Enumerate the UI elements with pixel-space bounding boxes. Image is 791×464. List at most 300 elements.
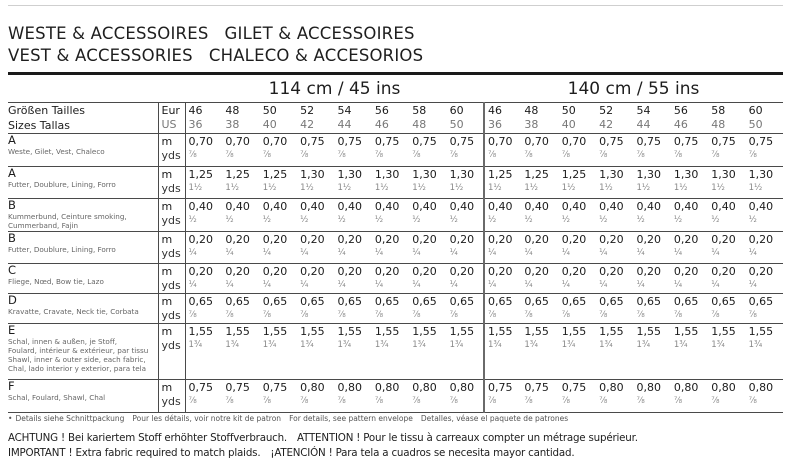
yards-value: ½ — [300, 215, 309, 225]
yards-value: ¼ — [449, 280, 458, 290]
fabric-width-114: 114 cm / 45 ins — [268, 79, 401, 99]
meters-value: 1,30 — [337, 168, 362, 181]
meters-value: 0,40 — [337, 200, 362, 213]
yards-value: ¼ — [412, 248, 421, 258]
piece-description: Kummerbund, Ceinture smoking, — [8, 212, 127, 221]
meters-value: 0,20 — [225, 265, 250, 278]
meters-value: 0,75 — [337, 135, 362, 148]
yards-value: 1½ — [673, 183, 688, 193]
meters-value: 0,20 — [374, 265, 400, 278]
piece-description: Fliege, Nœd, Bow tie, Lazo — [8, 277, 104, 286]
yardage-cell — [671, 199, 708, 232]
yards-value: 1½ — [300, 183, 314, 193]
meters-value: 0,20 — [748, 233, 774, 246]
yardage-cell — [372, 264, 409, 294]
yardage-cell — [521, 167, 558, 199]
size-cell — [746, 103, 783, 134]
yardage-cell — [559, 324, 596, 380]
meters-value: 0,40 — [225, 200, 250, 213]
yards-value: ⅞ — [449, 396, 458, 406]
yardage-cell — [335, 294, 372, 324]
note-en: For details, see pattern envelope — [289, 414, 413, 423]
yards-value: ¼ — [636, 248, 645, 258]
yardage-cell — [297, 294, 334, 324]
yards-value: ⅞ — [524, 310, 533, 320]
meters-value: 0,40 — [561, 200, 587, 213]
yardage-cell — [671, 324, 708, 380]
note-bullet: • — [8, 414, 13, 423]
yards-value: ⅞ — [412, 396, 421, 406]
meters-value: 0,65 — [524, 295, 549, 308]
yardage-cell — [222, 264, 259, 294]
yards-value: ½ — [449, 215, 458, 225]
yards-value: ⅞ — [188, 396, 197, 406]
meters-value: 0,40 — [748, 200, 774, 213]
meters-value: 0,65 — [188, 295, 213, 308]
meters-value: 1,55 — [262, 325, 288, 338]
meters-value: 0,70 — [561, 135, 587, 148]
eur-size: 60 — [449, 104, 464, 117]
yardage-cell — [409, 167, 446, 199]
size-cell — [521, 103, 558, 134]
yards-value: ¼ — [300, 280, 309, 290]
yardage-cell — [335, 324, 372, 380]
meters-value: 0,75 — [412, 135, 437, 148]
yardage-cell — [559, 294, 596, 324]
meters-value: 0,20 — [561, 265, 587, 278]
yardage-cell — [409, 232, 446, 264]
us-size: 42 — [599, 118, 614, 131]
meters-value: 0,40 — [488, 200, 513, 213]
yards-value: ⅞ — [449, 150, 458, 160]
yardage-cell — [484, 134, 521, 167]
yards-value: 1¾ — [412, 340, 426, 350]
yardage-cell — [708, 324, 745, 380]
us-size: 36 — [488, 118, 502, 131]
yards-value: 1½ — [599, 183, 613, 193]
piece-letter: E — [8, 323, 16, 337]
yards-value: ⅞ — [561, 396, 570, 406]
title-german: WESTE & ACCESSOIRES — [8, 24, 209, 43]
meters-value: 0,75 — [524, 381, 549, 394]
yardage-cell — [409, 264, 446, 294]
top-rule — [8, 5, 783, 6]
yardage-cell — [484, 199, 521, 232]
meters-value: 0,65 — [412, 295, 437, 308]
yardage-cell — [559, 167, 596, 199]
meters-value: 0,65 — [561, 295, 587, 308]
meters-value: 0,80 — [449, 381, 475, 394]
yardage-table-body — [8, 103, 783, 413]
meters-value: 0,80 — [337, 381, 362, 394]
meters-value: 0,75 — [262, 381, 288, 394]
yardage-cell — [222, 324, 259, 380]
yards-value: ⅞ — [711, 396, 720, 406]
note-fr: Pour les détails, voir notre kit de patron — [132, 414, 282, 423]
yardage-cell — [484, 264, 521, 294]
yards-value: ½ — [488, 215, 497, 225]
eur-size: 56 — [673, 104, 688, 117]
size-cell — [335, 103, 372, 134]
yards-value: ¼ — [488, 280, 497, 290]
piece-row — [8, 380, 783, 413]
meters-value: 1,25 — [524, 168, 549, 181]
yards-value: ½ — [337, 215, 346, 225]
yardage-cell — [634, 199, 671, 232]
size-cell — [671, 103, 708, 134]
piece-label-cell — [8, 232, 158, 264]
piece-description: Chal, lado interior y exterior, para tela — [8, 364, 147, 373]
meters-value: 0,80 — [374, 381, 400, 394]
yardage-cell — [260, 199, 297, 232]
meters-value: 0,80 — [673, 381, 699, 394]
yards-value: ⅞ — [300, 150, 309, 160]
yards-value: ⅞ — [673, 150, 683, 160]
us-size: 42 — [300, 118, 315, 131]
yards-value: ⅞ — [488, 150, 497, 160]
piece-row — [8, 134, 783, 167]
meters-value: 0,20 — [449, 233, 475, 246]
yardage-cell — [222, 199, 259, 232]
title-english: VEST & ACCESSORIES — [8, 46, 193, 65]
meters-value: 0,40 — [673, 200, 699, 213]
yards-value: 1½ — [225, 183, 240, 193]
yards-value: 1¾ — [374, 340, 389, 350]
size-cell — [297, 103, 334, 134]
unit-metric: m — [161, 233, 173, 246]
yards-value: 1¾ — [300, 340, 314, 350]
yardage-cell — [596, 167, 633, 199]
yards-value: ⅞ — [636, 150, 645, 160]
yards-value: ⅞ — [449, 310, 458, 320]
size-cell — [185, 103, 222, 134]
size-cell — [447, 103, 484, 134]
yardage-cell — [746, 324, 783, 380]
yardage-cell — [634, 264, 671, 294]
meters-value: 1,55 — [636, 325, 661, 338]
yardage-cell — [409, 380, 446, 413]
yardage-cell — [671, 232, 708, 264]
meters-value: 1,55 — [449, 325, 475, 338]
piece-label-cell — [8, 167, 158, 199]
yardage-cell — [559, 380, 596, 413]
yardage-cell — [372, 167, 409, 199]
piece-description: Kravatte, Cravate, Neck tie, Corbata — [8, 307, 139, 316]
yards-value: ¼ — [748, 280, 757, 290]
warning-fr: ATTENTION ! Pour le tissu à carreaux compter un métrage supérieur. — [297, 432, 638, 444]
yards-value: 1¾ — [524, 340, 539, 350]
yardage-cell — [634, 134, 671, 167]
us-size: 40 — [561, 118, 576, 131]
size-cell — [409, 103, 446, 134]
yardage-cell — [746, 294, 783, 324]
eur-size: 58 — [412, 104, 427, 117]
yards-value: ¼ — [262, 248, 271, 258]
yardage-cell — [297, 199, 334, 232]
yards-value: ¼ — [524, 280, 533, 290]
yardage-cell — [222, 167, 259, 199]
yards-value: ¼ — [449, 248, 458, 258]
us-size: 44 — [337, 118, 352, 131]
yards-value: ½ — [412, 215, 421, 225]
yards-value: 1½ — [449, 183, 464, 193]
yards-value: ¼ — [412, 280, 421, 290]
piece-label-cell — [8, 134, 158, 167]
yards-value: ½ — [599, 215, 608, 225]
yardage-cell — [708, 294, 745, 324]
meters-value: 0,80 — [711, 381, 736, 394]
meters-value: 0,40 — [711, 200, 736, 213]
yardage-cell — [596, 264, 633, 294]
yardage-cell — [708, 380, 745, 413]
piece-description: Shawl, inner & outer side, each fabric, — [8, 355, 146, 364]
meters-value: 0,20 — [524, 265, 549, 278]
meters-value: 0,75 — [374, 135, 400, 148]
note-es: Detalles, véase el paquete de patrones — [420, 414, 569, 423]
meters-value: 0,65 — [225, 295, 250, 308]
meters-value: 0,40 — [374, 200, 400, 213]
meters-value: 0,20 — [412, 233, 437, 246]
yards-value: ⅞ — [636, 396, 645, 406]
meters-value: 0,65 — [449, 295, 475, 308]
yardage-cell — [297, 232, 334, 264]
meters-value: 0,75 — [636, 135, 661, 148]
yards-value: 1½ — [262, 183, 277, 193]
yards-value: ⅞ — [711, 310, 720, 320]
meters-value: 0,70 — [262, 135, 288, 148]
us-size: 46 — [374, 118, 389, 131]
meters-value: 0,80 — [412, 381, 437, 394]
yardage-cell — [521, 232, 558, 264]
unit-cell — [158, 199, 185, 232]
meters-value: 0,20 — [300, 233, 325, 246]
yards-value: 1¾ — [488, 340, 502, 350]
meters-value: 0,80 — [748, 381, 774, 394]
yards-value: ½ — [262, 215, 271, 225]
yards-value: ¼ — [374, 280, 384, 290]
meters-value: 1,55 — [188, 325, 213, 338]
meters-value: 0,40 — [188, 200, 213, 213]
meters-value: 1,30 — [449, 168, 475, 181]
yards-value: ½ — [225, 215, 234, 225]
yards-value: ½ — [748, 215, 757, 225]
eur-size: 46 — [188, 104, 203, 117]
unit-cell — [158, 264, 185, 294]
yardage-cell — [447, 232, 484, 264]
yardage-cell — [185, 232, 222, 264]
yardage-cell — [596, 294, 633, 324]
yards-value: ¼ — [337, 280, 346, 290]
eur-size: 48 — [225, 104, 240, 117]
warning-en: IMPORTANT ! Extra fabric required to match plaids. — [8, 447, 261, 459]
meters-value: 0,20 — [561, 233, 587, 246]
yards-value: 1¾ — [561, 340, 576, 350]
meters-value: 0,75 — [300, 135, 325, 148]
unit-yards: yds — [161, 214, 181, 227]
yards-value: ½ — [524, 215, 533, 225]
piece-label-cell — [8, 380, 158, 413]
yards-value: 1½ — [748, 183, 763, 193]
yardage-cell — [372, 199, 409, 232]
warning-de: ACHTUNG ! Bei kariertem Stoff erhöhter Stoffverbrauch. — [8, 432, 288, 444]
yards-value: ⅞ — [337, 396, 346, 406]
yardage-cell — [447, 167, 484, 199]
yards-value: 1½ — [374, 183, 389, 193]
meters-value: 0,20 — [711, 265, 736, 278]
meters-value: 0,20 — [488, 233, 513, 246]
meters-value: 0,65 — [300, 295, 325, 308]
meters-value: 0,20 — [673, 233, 699, 246]
yardage-cell — [185, 294, 222, 324]
yardage-cell — [521, 264, 558, 294]
piece-letter: A — [8, 166, 16, 180]
yards-value: ¼ — [561, 280, 570, 290]
us-size: 38 — [225, 118, 240, 131]
piece-letter: A — [8, 133, 16, 147]
yardage-cell — [222, 294, 259, 324]
meters-value: 0,80 — [599, 381, 624, 394]
us-size: 50 — [449, 118, 464, 131]
size-cell — [372, 103, 409, 134]
yardage-cell — [372, 134, 409, 167]
us-size: 48 — [412, 118, 427, 131]
meters-value: 1,55 — [599, 325, 624, 338]
unit-yards: yds — [161, 182, 181, 195]
piece-row — [8, 264, 783, 294]
meters-value: 1,30 — [748, 168, 774, 181]
meters-value: 0,65 — [711, 295, 736, 308]
yardage-cell — [260, 294, 297, 324]
meters-value: 1,30 — [374, 168, 400, 181]
yardage-cell — [409, 134, 446, 167]
meters-value: 0,70 — [488, 135, 513, 148]
yardage-cell — [484, 294, 521, 324]
yards-value: ¼ — [524, 248, 533, 258]
yards-value: ¼ — [225, 280, 234, 290]
yardage-cell — [260, 134, 297, 167]
piece-letter: B — [8, 198, 16, 212]
meters-value: 0,40 — [524, 200, 549, 213]
eur-size: 50 — [262, 104, 277, 117]
unit-metric: m — [161, 200, 173, 213]
meters-value: 0,65 — [488, 295, 513, 308]
unit-metric: m — [161, 265, 173, 278]
yards-value: 1¾ — [225, 340, 240, 350]
plaid-warning-line-2 — [8, 447, 574, 459]
yardage-cell — [746, 232, 783, 264]
unit-yards: yds — [161, 279, 181, 292]
piece-description: Schal, Foulard, Shawl, Chal — [8, 393, 106, 402]
meters-value: 1,30 — [673, 168, 699, 181]
meters-value: 0,40 — [262, 200, 288, 213]
meters-value: 0,75 — [225, 381, 250, 394]
yards-value: ¼ — [748, 248, 757, 258]
yards-value: ¼ — [673, 248, 683, 258]
meters-value: 0,20 — [599, 233, 624, 246]
us-size: 36 — [188, 118, 203, 131]
meters-value: 1,30 — [300, 168, 325, 181]
yardage-cell — [297, 380, 334, 413]
size-unit-cell — [158, 103, 185, 134]
yardage-cell — [297, 264, 334, 294]
unit-metric: m — [161, 325, 173, 338]
yardage-cell — [409, 324, 446, 380]
yardage-cell — [409, 199, 446, 232]
yardage-cell — [335, 264, 372, 294]
yardage-cell — [484, 380, 521, 413]
yards-value: ½ — [636, 215, 645, 225]
size-cell — [708, 103, 745, 134]
size-label-de-fr: Größen Tailles — [8, 104, 86, 117]
yardage-cell — [372, 232, 409, 264]
yardage-cell — [596, 232, 633, 264]
meters-value: 0,65 — [599, 295, 624, 308]
us-label: US — [161, 118, 177, 131]
piece-letter: F — [8, 379, 15, 393]
yards-value: ⅞ — [561, 310, 570, 320]
yards-value: ⅞ — [748, 396, 757, 406]
yardage-cell — [335, 167, 372, 199]
yards-value: 1¾ — [599, 340, 613, 350]
yards-value: ¼ — [188, 280, 197, 290]
piece-description: Cummerband, Fajin — [8, 221, 79, 230]
yardage-cell — [671, 134, 708, 167]
yards-value: 1¾ — [449, 340, 464, 350]
meters-value: 0,20 — [636, 265, 661, 278]
yardage-cell — [447, 294, 484, 324]
us-size: 46 — [673, 118, 688, 131]
yards-value: ¼ — [374, 248, 384, 258]
piece-letter: C — [8, 263, 17, 277]
yards-value: ⅞ — [337, 150, 346, 160]
fabric-width-140: 140 cm / 55 ins — [567, 79, 700, 99]
yards-value: ¼ — [225, 248, 234, 258]
meters-value: 0,20 — [188, 265, 213, 278]
yardage-cell — [559, 134, 596, 167]
yardage-cell — [335, 380, 372, 413]
yardage-cell — [185, 264, 222, 294]
meters-value: 0,65 — [337, 295, 362, 308]
yardage-cell — [297, 134, 334, 167]
yardage-cell — [335, 199, 372, 232]
piece-row — [8, 199, 783, 232]
size-cell — [260, 103, 297, 134]
yards-value: ⅞ — [599, 310, 608, 320]
us-size: 50 — [748, 118, 763, 131]
yards-value: 1½ — [636, 183, 651, 193]
meters-value: 1,55 — [488, 325, 513, 338]
meters-value: 1,25 — [262, 168, 288, 181]
meters-value: 1,55 — [748, 325, 774, 338]
meters-value: 0,65 — [673, 295, 699, 308]
yards-value: ⅞ — [711, 150, 720, 160]
meters-value: 0,65 — [748, 295, 774, 308]
meters-value: 0,20 — [262, 265, 288, 278]
meters-value: 0,75 — [488, 381, 513, 394]
meters-value: 0,75 — [188, 381, 213, 394]
yardage-cell — [671, 264, 708, 294]
meters-value: 0,65 — [636, 295, 661, 308]
meters-value: 0,40 — [599, 200, 624, 213]
eur-size: 60 — [748, 104, 763, 117]
us-size: 44 — [636, 118, 651, 131]
yards-value: ½ — [561, 215, 570, 225]
yardage-cell — [185, 167, 222, 199]
yardage-cell — [559, 199, 596, 232]
size-cell — [222, 103, 259, 134]
yards-value: ½ — [673, 215, 683, 225]
yardage-cell — [297, 167, 334, 199]
